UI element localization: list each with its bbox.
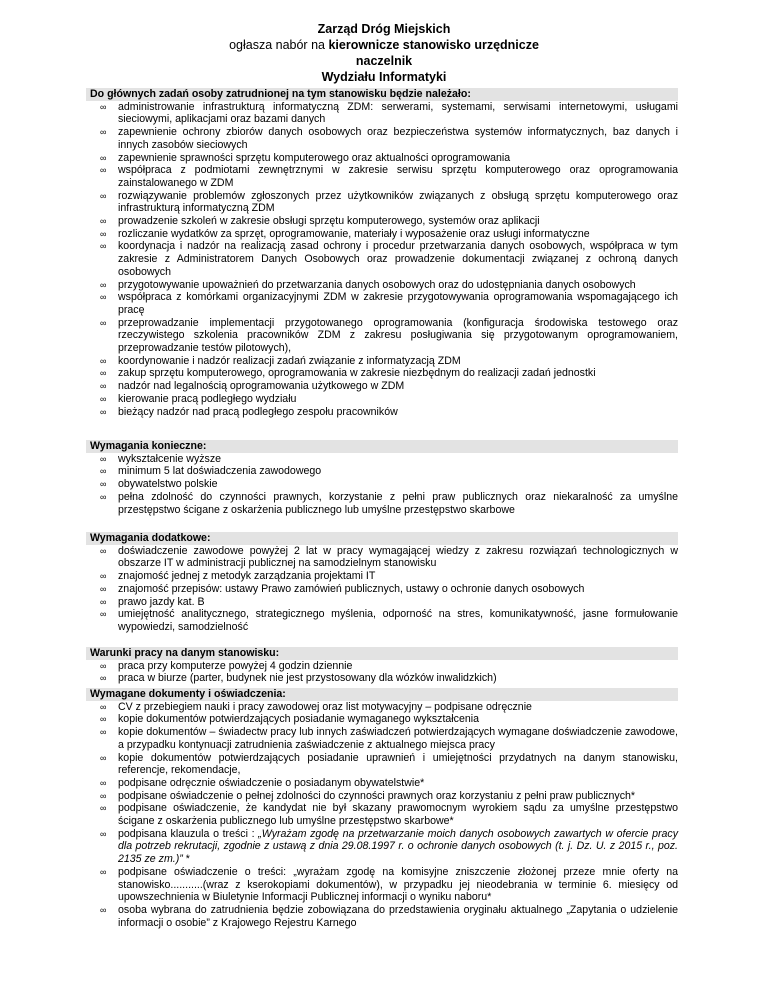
bullet-icon: ∞ <box>100 866 107 877</box>
list-item <box>86 215 678 228</box>
clause-prefix: podpisana klauzula o treści : <box>118 827 259 840</box>
bullet-icon: ∞ <box>100 317 107 328</box>
list-item <box>86 752 678 777</box>
item-text: minimum 5 lat doświadczenia zawodowego <box>118 465 322 478</box>
item-text: zakup sprzętu komputerowego, oprogramowania w zakresie niezbędnym do realizacji zadań jednostki <box>118 367 596 380</box>
item-text: pełna zdolność do czynności prawnych, korzystanie z pełni praw publicznych oraz niekaralność za umyślne przestępstwo ścigane z oskarżenia publicznego lub umyślne przestępstwo skarbowe <box>118 490 678 516</box>
list-item <box>86 660 678 673</box>
conditions-heading: Warunki pracy na danym stanowisku: <box>86 647 678 660</box>
position-type: kierownicze stanowisko urzędnicze <box>328 38 539 52</box>
bullet-icon: ∞ <box>100 790 107 801</box>
list-item <box>86 393 678 406</box>
bullet-icon: ∞ <box>100 714 107 725</box>
department-name: Wydziału Informatyki <box>321 70 447 84</box>
list-item <box>86 406 678 419</box>
list-item <box>86 570 678 583</box>
item-text: nadzór nad legalnością oprogramowania użytkowego w ZDM <box>118 380 405 393</box>
list-item <box>86 240 678 278</box>
list-item <box>86 164 678 189</box>
bullet-icon: ∞ <box>100 190 107 201</box>
item-text: znajomość jednej z metodyk zarządzania projektami IT <box>118 570 376 583</box>
list-item <box>86 478 678 491</box>
item-text: prawo jazdy kat. B <box>118 595 205 608</box>
list-item <box>86 701 678 714</box>
bullet-icon: ∞ <box>100 381 107 392</box>
list-item <box>86 279 678 292</box>
required-heading: Wymagania konieczne: <box>86 440 678 453</box>
bullet-icon: ∞ <box>100 609 107 620</box>
bullet-icon: ∞ <box>100 152 107 163</box>
item-text: kopie dokumentów – świadectw pracy lub innych zaświadczeń potwierdzających wymagane doświadczenie zawodowe, a przypadku kontynuacji zatrudnienia zaświadczenie z aktualnego miejsca pracy <box>118 726 678 751</box>
bullet-icon: ∞ <box>100 393 107 404</box>
list-item <box>86 583 678 596</box>
bullet-icon: ∞ <box>100 101 107 112</box>
item-text: doświadczenie zawodowe powyżej 2 lat w pracy wymagającej wiedzy z zakresu rozwiązań technologicznych w obszarze IT w administracji publicznej na samodzielnym stanowisku <box>118 544 678 570</box>
list-item <box>86 545 678 570</box>
list-item <box>86 713 678 726</box>
bullet-icon: ∞ <box>100 127 107 138</box>
item-text: bieżący nadzór nad pracą podległego zespołu pracowników <box>118 405 398 418</box>
bullet-icon: ∞ <box>100 904 107 915</box>
required-list <box>86 453 678 517</box>
item-text: zapewnienie ochrony zbiorów danych osobowych oraz bezpieczeństwa systemów informatycznych, baz danych i innych zasobów sieciowych <box>118 126 678 151</box>
item-text: rozwiązywanie problemów zgłoszonych przez użytkowników związanych z obsługą sprzętu komputerowego oraz infrastrukturą informatyczną ZDM <box>118 189 678 215</box>
required-section <box>86 440 678 516</box>
list-item <box>86 726 678 751</box>
office-name: Zarząd Dróg Miejskich <box>317 22 451 36</box>
item-text: znajomość przepisów: ustawy Prawo zamówień publicznych, ustawy o ochronie danych osobowych <box>118 582 585 595</box>
list-item <box>86 317 678 355</box>
bullet-icon: ∞ <box>100 727 107 738</box>
bullet-icon: ∞ <box>100 279 107 290</box>
bullet-icon: ∞ <box>100 673 107 684</box>
list-item <box>86 190 678 215</box>
additional-list <box>86 545 678 634</box>
announcement-prefix: ogłasza nabór na <box>229 38 329 52</box>
item-text: osoba wybrana do zatrudnienia będzie zobowiązana do przedstawienia oryginału aktualnego „Zapytania o udzielenie informacji o osobie” z Krajowego Rejestru Karnego <box>118 903 678 929</box>
list-item <box>86 126 678 151</box>
list-item <box>86 596 678 609</box>
bullet-icon: ∞ <box>100 453 107 464</box>
item-text: współpraca z podmiotami zewnętrznymi w zakresie serwisu sprzętu komputerowego oraz oprogramowania zainstalowanego w ZDM <box>118 164 678 189</box>
list-item <box>86 790 678 803</box>
item-text: podpisane odręcznie oświadczenie o posiadanym obywatelstwie* <box>118 776 425 789</box>
list-item <box>86 380 678 393</box>
bullet-icon: ∞ <box>100 355 107 366</box>
duties-section <box>86 88 678 418</box>
list-item <box>86 608 678 633</box>
bullet-icon: ∞ <box>100 596 107 607</box>
documents-heading: Wymagane dokumenty i oświadczenia: <box>86 688 678 701</box>
item-text: prowadzenie szkoleń w zakresie obsługi sprzętu komputerowego, systemów oraz aplikacji <box>118 215 540 228</box>
bullet-icon: ∞ <box>100 828 107 839</box>
list-item <box>86 101 678 126</box>
item-text: rozliczanie wydatków za sprzęt, oprogramowanie, materiały i wyposażenie oraz usługi informatyczne <box>118 227 590 240</box>
duties-list <box>86 101 678 419</box>
item-text: kierowanie pracą podległego wydziału <box>118 392 297 405</box>
list-item <box>86 465 678 478</box>
bullet-icon: ∞ <box>100 406 107 417</box>
bullet-icon: ∞ <box>100 660 107 671</box>
bullet-icon: ∞ <box>100 777 107 788</box>
list-item <box>86 672 678 685</box>
list-item <box>86 355 678 368</box>
item-text: przeprowadzanie implementacji przygotowanego oprogramowania (konfiguracja środowiska testowego oraz rzeczywistego szkolenia pracowników ZDM z zakresu posługiwania się przygotowanym oprogramowaniem, przeprowadzanie testów pilotowych), <box>118 316 678 355</box>
item-text: współpraca z komórkami organizacyjnymi ZDM w zakresie przygotowywania oprogramowania wspomagającego ich pracę <box>118 291 678 316</box>
bullet-icon: ∞ <box>100 571 107 582</box>
list-item <box>86 367 678 380</box>
item-text: praca w biurze (parter, budynek nie jest przystosowany dla wózków inwalidzkich) <box>118 672 497 685</box>
list-item <box>86 228 678 241</box>
conditions-section <box>86 647 678 685</box>
item-text: koordynacja i nadzór na realizacją zasad ochrony i procedur przetwarzania danych osobowych, współpraca w tym zakresie z Administratorem Danych Osobowych oraz prowadzenie dokumentacji związanej z ochroną danych osobowych <box>118 240 678 278</box>
announcement-header <box>0 0 768 85</box>
bullet-icon: ∞ <box>100 479 107 490</box>
bullet-icon: ∞ <box>100 803 107 814</box>
item-text: CV z przebiegiem nauki i pracy zawodowej oraz list motywacyjny – podpisane odręcznie <box>118 700 532 713</box>
list-item-clause <box>86 828 678 866</box>
item-text: koordynowanie i nadzór realizacji zadań związanie z informatyzacją ZDM <box>118 354 461 367</box>
documents-section <box>86 688 678 929</box>
bullet-icon: ∞ <box>100 752 107 763</box>
clause-text: „Wyrażam zgodę na przetwarzanie moich danych osobowych zawartych w ofercie pracy dla potrzeb rekrutacji, zgodnie z ustawą z dnia 29.08.1997 r. o ochronie danych osobowych (t. j. Dz. U. z 2015 r., poz. 2135 ze zm.)” <box>118 827 678 866</box>
bullet-icon: ∞ <box>100 368 107 379</box>
bullet-icon: ∞ <box>100 466 107 477</box>
bullet-icon: ∞ <box>100 491 107 502</box>
bullet-icon: ∞ <box>100 545 107 556</box>
item-text: podpisane oświadczenie o pełnej zdolności do czynności prawnych oraz korzystaniu z pełni praw publicznych* <box>118 789 636 802</box>
clause-suffix: * <box>182 853 190 866</box>
item-text: obywatelstwo polskie <box>118 478 218 491</box>
documents-list <box>86 701 678 930</box>
item-text: przygotowywanie upoważnień do przetwarzania danych osobowych oraz do udostępniania danych osobowych <box>118 278 636 291</box>
conditions-list <box>86 660 678 685</box>
bullet-icon: ∞ <box>100 228 107 239</box>
bullet-icon: ∞ <box>100 216 107 227</box>
item-text: wykształcenie wyższe <box>118 452 222 465</box>
bullet-icon: ∞ <box>100 165 107 176</box>
item-text: zapewnienie sprawności sprzętu komputerowego oraz aktualności oprogramowania <box>118 151 511 164</box>
item-text: umiejętność analitycznego, strategicznego myślenia, odporność na stres, komunikatywność, jasne formułowanie wypowiedzi, samodzielność <box>118 608 678 633</box>
bullet-icon: ∞ <box>100 583 107 594</box>
item-text: kopie dokumentów potwierdzających posiadanie wymaganego wykształcenia <box>118 713 479 726</box>
item-text: praca przy komputerze powyżej 4 godzin dziennie <box>118 659 353 672</box>
list-item <box>86 491 678 516</box>
item-text: podpisane oświadczenie o treści: „wyrażam zgodę na komisyjne zniszczenie złożonej przeze mnie oferty na stanowisko...........(wraz z kserokopiami dokumentów), w przypadku jej nieodebrania w terminie 6. miesięcy od upowszechnienia w Biuletynie Informacji Publicznej informacji o wyniku naboru* <box>118 865 678 904</box>
item-text: administrowanie infrastrukturą informatyczną ZDM: serwerami, systemami, serwisami internetowymi, usługami sieciowymi, aplikacjami oraz bazami danych <box>118 100 678 126</box>
list-item <box>86 291 678 316</box>
list-item <box>86 802 678 827</box>
list-item <box>86 866 678 904</box>
list-item <box>86 777 678 790</box>
duties-heading: Do głównych zadań osoby zatrudnionej na tym stanowisku będzie należało: <box>86 88 678 101</box>
announcement-line <box>0 37 768 53</box>
item-text: kopie dokumentów potwierdzających posiadanie uprawnień i umiejętności przydatnych na danym stanowisku, referencje, rekomendacje, <box>118 751 678 777</box>
position-title: naczelnik <box>355 54 413 68</box>
bullet-icon: ∞ <box>100 292 107 303</box>
list-item <box>86 904 678 929</box>
list-item <box>86 152 678 165</box>
list-item <box>86 453 678 466</box>
additional-section <box>86 532 678 634</box>
additional-heading: Wymagania dodatkowe: <box>86 532 678 545</box>
item-text: podpisane oświadczenie, że kandydat nie był skazany prawomocnym wyrokiem sądu za umyślne przestępstwo ścigane z oskarżenia publicznego lub umyślne przestępstwo skarbowe* <box>118 802 678 828</box>
bullet-icon: ∞ <box>100 241 107 252</box>
bullet-icon: ∞ <box>100 701 107 712</box>
